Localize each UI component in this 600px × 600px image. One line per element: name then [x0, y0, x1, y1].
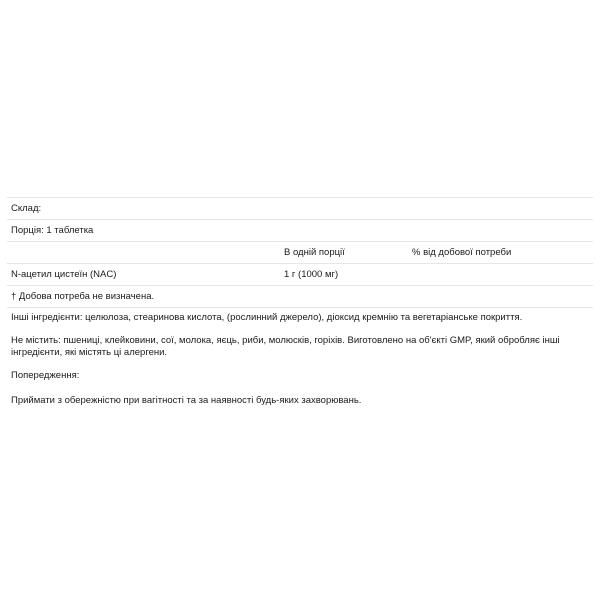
- serving-size: Порція: 1 таблетка: [7, 220, 593, 242]
- supplement-facts-table: [7, 197, 593, 308]
- table-row: [7, 264, 593, 286]
- composition-row: [7, 198, 593, 220]
- header-daily-value: % від добової потреби: [408, 242, 593, 264]
- warnings-title: Попередження:: [11, 370, 80, 381]
- header-row: [7, 242, 593, 264]
- footnote: † Добова потреба не визначена.: [7, 286, 593, 308]
- allergen-info: Не містить: пшениці, клейковини, сої, молока, яєць, риби, молюсків, горіхів. Виготовлено на об'єкті GMP, який обробляє інші інгредієнти, які містять ці алергени.: [11, 335, 560, 358]
- footnote-row: [7, 286, 593, 308]
- product-notes: [7, 312, 593, 418]
- other-ingredients: Інші інгредієнти: целюлоза, стеаринова кислота, (рослинний джерело), діоксид кремнію та вегетаріанське покриття.: [11, 312, 523, 323]
- header-empty-cell: [7, 242, 280, 264]
- composition-label: Склад:: [7, 198, 593, 220]
- warnings-text: Приймати з обережністю при вагітності та за наявності будь-яких захворювань.: [11, 395, 362, 406]
- ingredient-daily-value: [408, 264, 593, 286]
- serving-row: [7, 220, 593, 242]
- ingredient-name: N-ацетил цистеїн (NAC): [7, 264, 280, 286]
- header-per-serving: В одній порції: [280, 242, 408, 264]
- ingredient-amount: 1 г (1000 мг): [280, 264, 408, 286]
